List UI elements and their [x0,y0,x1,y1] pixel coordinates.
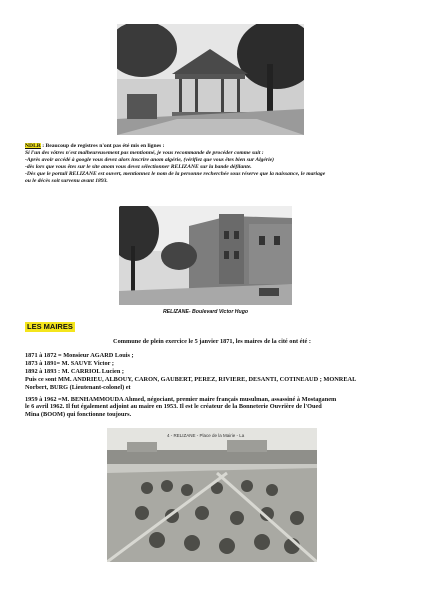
note-line: -dès lors que vous êtes sur le site anom vous devez sélectionner RELIZANE sur la bande défilante. [25,164,252,171]
town-square-postcard [107,428,317,562]
mayors-list [25,352,405,419]
mayor-entry: 1871 à 1872 = Monsieur AGARD Louis ; [25,352,134,359]
mayor-entry: 1892 à 1893 : M. CARRIOL Lucien ; [25,367,125,375]
mayor-entry: Puis ce sont MM. ANDRIEU, ALBOUY, CARON, GAUBERT, PEREZ, RIVIERE, DESANTI, COTINEAUD ; MONREAL [25,375,357,383]
bandstand-photo [117,24,304,135]
ndlr-label: NDLR [25,143,41,149]
mayor-entry: Mina (BOOM) qui fonctionne toujours. [25,411,132,419]
mayor-entry: 1873 à 1891= M. SAUVE Victor ; [25,359,114,367]
note-line: Si l'un des vôtres n'est malheureusement pas mentionné, je vous recommande de procéder comme suit : [25,150,264,157]
note-line: -Dès que le portail RELIZANE est ouvert, mentionnez le nom de la personne recherchée sous réserve que la naissance, le mariage [25,171,326,178]
photo-caption: RELIZANE- Boulevard Victor Hugo [162,309,249,315]
mayor-entry: 1959 à 1962 =M. BENHAMMOUDA Ahmed, négociant, premier maire français musulman, assassiné à Mostaganem [25,395,337,403]
note-lead: : Beaucoup de registres n'ont pas été mis en lignes : [40,143,165,149]
boulevard-photo [119,206,292,305]
intro-text: Commune de plein exercice le 5 janvier 1871, les maires de la cité ont été : [113,338,311,345]
mayor-entry: Norbert, BURG (Lieutenant-colonel) et [25,383,131,391]
note-line: ou le décès soit survenu avant 1893. [25,178,108,185]
note-line: -Après avoir accédé à google vous devez alors inscrire anom algérie, (vérifiez que vous êtes bien sur Algérie) [25,157,274,164]
section-title: LES MAIRES [27,322,73,331]
editor-note [25,143,405,186]
mayor-entry: le 6 avril 1962. Il fut également adjoint au maire en 1953. Il est le créateur de la Bonneterie Ouvrière de l'Oued [25,403,322,411]
postcard-text: 4 - RELIZANE - Place de la Mairie - La [167,433,245,438]
